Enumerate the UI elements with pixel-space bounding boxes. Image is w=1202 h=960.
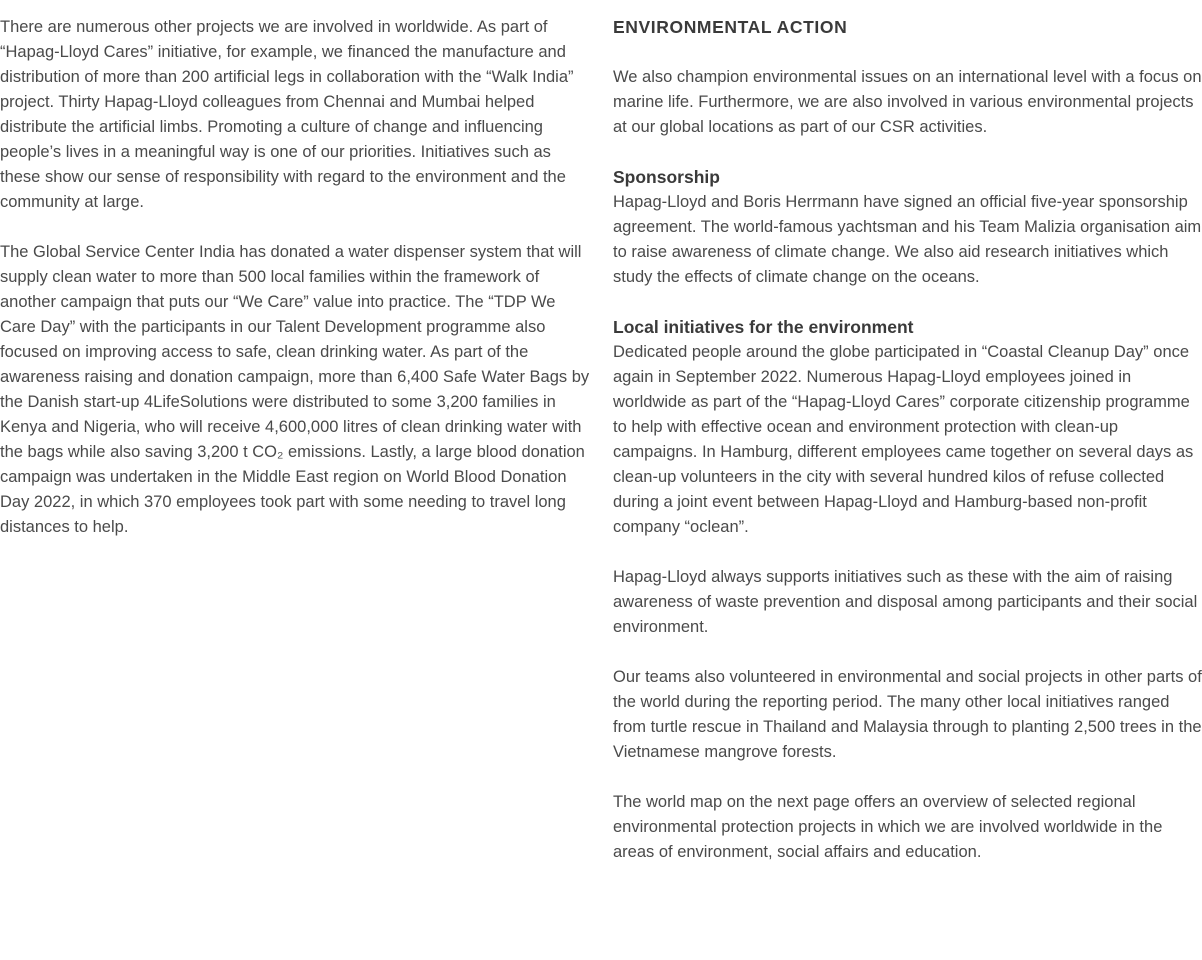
subheading-sponsorship: Sponsorship	[613, 167, 720, 187]
paragraph-world-map-overview: The world map on the next page offers an overview of selected regional environmental protection projects in which we are involved worldwide in the areas of environment, social affairs and education.	[613, 793, 1163, 861]
document-page	[0, 15, 1202, 960]
paragraph-waste-prevention: Hapag-Lloyd always supports initiatives such as these with the aim of raising awareness of waste prevention and disposal among participants and their social environment.	[613, 568, 1198, 636]
paragraph-sponsorship: Hapag-Lloyd and Boris Herrmann have signed an official five-year sponsorship agreement. The world-famous yachtsman and his Team Malizia organisation aim to raise awareness of climate change. We also aid research initiatives which study the effects of climate change on the oceans.	[613, 193, 1202, 286]
section-title-environmental-action: ENVIRONMENTAL ACTION	[613, 17, 848, 37]
subheading-local-initiatives: Local initiatives for the environment	[613, 317, 914, 337]
right-column	[613, 15, 1202, 890]
paragraph-global-service-center-india: The Global Service Center India has donated a water dispenser system that will supply clean water to more than 500 local families within the framework of another campaign that puts our “We Care” value into practice. The “TDP We Care Day” with the participants in our Talent Development programme also focused on improving access to safe, clean drinking water. As part of the awareness raising and donation campaign, more than 6,400 Safe Water Bags by the Danish start-up 4LifeSolutions were distributed to some 3,200 families in Kenya and Nigeria, who will receive 4,600,000 litres of clean drinking water with the bags while also saving 3,200 t CO₂ emissions. Lastly, a large blood donation campaign was undertaken in the Middle East region on World Blood Donation Day 2022, in which 370 employees took part with some needing to travel long distances to help.	[0, 243, 590, 536]
sponsorship-block	[613, 165, 1202, 290]
paragraph-environmental-intro: We also champion environmental issues on an international level with a focus on marine life. Furthermore, we are also involved in various environmental projects at our global locations as part of our CSR activities.	[613, 68, 1202, 136]
paragraph-local-initiatives: Dedicated people around the globe participated in “Coastal Cleanup Day” once again in September 2022. Numerous Hapag-Lloyd employees joined in worldwide as part of the “Hapag-Lloyd Cares” corporate citizenship programme to help with effective ocean and environment protection with clean-up campaigns. In Hamburg, different employees came together on several days as clean-up volunteers in the city with several hundred kilos of refuse collected during a joint event between Hapag-Lloyd and Hamburg-based non-profit company “oclean”.	[613, 343, 1194, 536]
paragraph-teams-volunteered: Our teams also volunteered in environmental and social projects in other parts of the world during the reporting period. The many other local initiatives ranged from turtle rescue in Thailand and Malaysia through to planting 2,500 trees in the Vietnamese mangrove forests.	[613, 668, 1202, 761]
paragraph-hapag-lloyd-cares: There are numerous other projects we are involved in worldwide. As part of “Hapag-Lloyd Cares” initiative, for example, we financed the manufacture and distribution of more than 200 artificial legs in collaboration with the “Walk India” project. Thirty Hapag-Lloyd colleagues from Chennai and Mumbai helped distribute the artificial limbs. Promoting a culture of change and influencing people’s lives in a meaningful way is one of our priorities. Initiatives such as these show our sense of responsibility with regard to the environment and the community at large.	[0, 18, 574, 211]
local-initiatives-block	[613, 315, 1202, 540]
left-column	[0, 15, 592, 565]
